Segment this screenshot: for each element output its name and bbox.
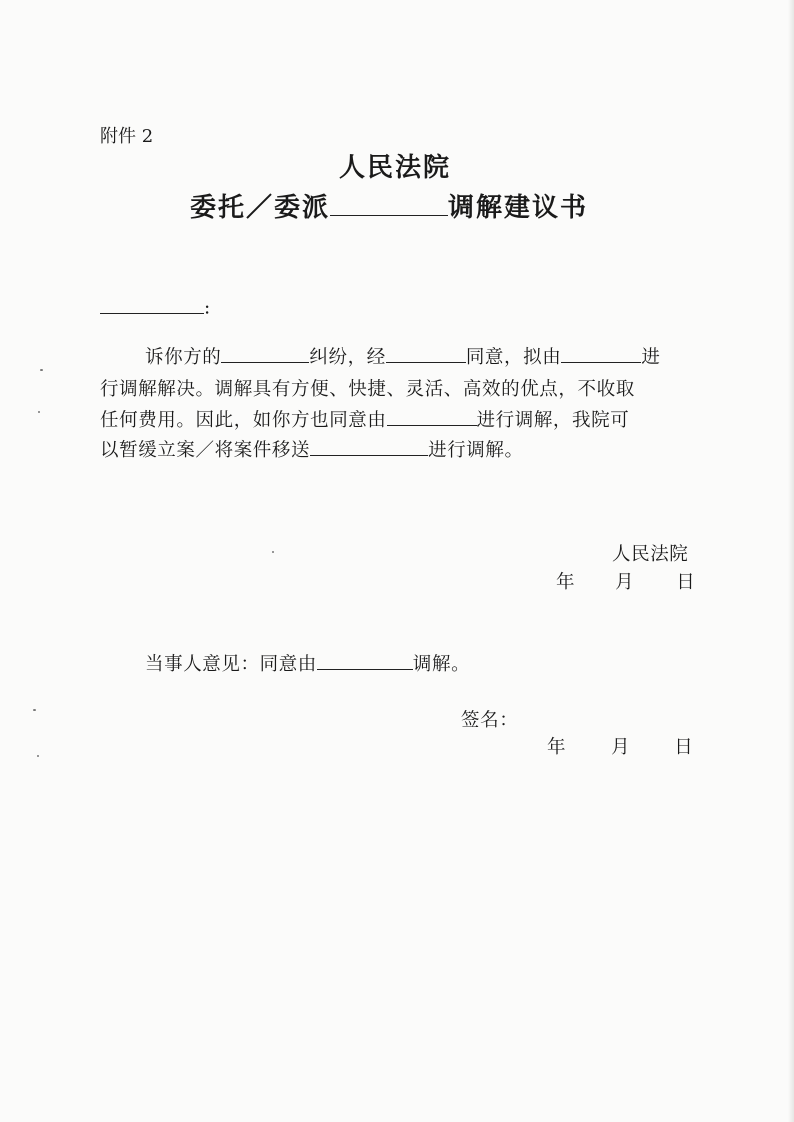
attachment-label: 附件 2 — [100, 126, 154, 147]
scan-speck — [38, 411, 40, 413]
signature-label: 签名： — [461, 710, 519, 731]
body-line-1 — [145, 343, 660, 369]
document-title-court: 人民法院 — [339, 153, 452, 183]
body-text: 以暂缓立案／将案件移送 — [100, 440, 311, 461]
body-text: 纠纷，经 — [309, 347, 386, 368]
addressee-line — [100, 295, 211, 319]
body-text: 进 — [641, 347, 661, 368]
body-text: 进行调解。 — [428, 440, 524, 461]
body-text: 诉你方的 — [145, 347, 222, 368]
addressee-colon: : — [204, 297, 211, 319]
title-suggestion: 调解建议书 — [448, 193, 589, 223]
mediator-blank — [561, 344, 641, 363]
consent-party-blank — [386, 344, 466, 363]
document-title — [190, 187, 588, 224]
date-day: 日 — [676, 572, 696, 593]
date-year: 年 — [556, 572, 576, 593]
scan-edge-shadow — [788, 0, 794, 1122]
party-date — [547, 733, 693, 759]
scan-speck — [37, 755, 39, 757]
body-text: 同意，拟由 — [465, 347, 562, 368]
body-text: 进行调解，我院可 — [476, 410, 630, 431]
body-line-4 — [100, 436, 524, 462]
addressee-blank — [100, 295, 204, 314]
date-day: 日 — [674, 737, 694, 758]
mediator-blank — [317, 651, 413, 670]
date-year: 年 — [547, 737, 567, 758]
title-delegation: 委托／委派 — [190, 193, 331, 223]
party-opinion-text: 当事人意见：同意由 — [145, 654, 317, 675]
dispute-blank — [221, 344, 309, 363]
scan-speck — [40, 369, 43, 371]
mediator-blank — [330, 190, 448, 216]
date-month: 月 — [611, 737, 631, 758]
court-signature: 人民法院 — [612, 544, 689, 565]
transfer-blank — [310, 437, 428, 456]
body-text: 任何费用。因此，如你方也同意由 — [100, 410, 387, 431]
party-opinion — [145, 650, 470, 676]
body-line-2: 行调解解决。调解具有方便、快捷、灵活、高效的优点，不收取 — [100, 379, 635, 400]
party-opinion-text: 调解。 — [412, 654, 471, 675]
scan-speck — [33, 709, 36, 711]
scan-speck — [272, 551, 274, 553]
mediator-blank — [387, 407, 477, 426]
court-date — [556, 568, 695, 594]
body-line-3 — [100, 406, 629, 432]
date-month: 月 — [615, 572, 635, 593]
